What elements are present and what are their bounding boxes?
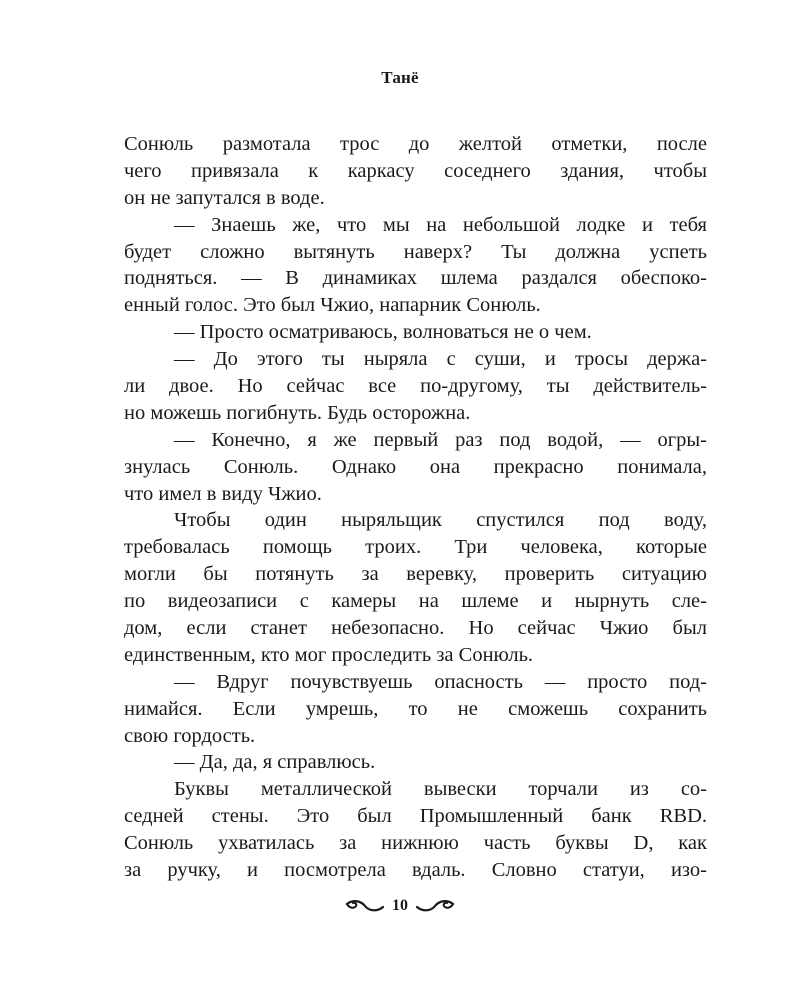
- page-footer: [0, 896, 800, 916]
- text-line: — Вдруг почувствуешь опасность — просто под-: [174, 670, 707, 693]
- text-line: — Знаешь же, что мы на небольшой лодке и тебя: [174, 213, 707, 236]
- text-line: знулась Сонюль. Однако она прекрасно понимала,: [124, 455, 707, 478]
- text-line: дом, если станет небезопасно. Но сейчас Чжио был: [124, 617, 707, 640]
- text-line: Чтобы один ныряльщик спустился под воду,: [174, 509, 707, 532]
- text-line: свою гордость.: [124, 724, 256, 747]
- text-line: подняться. — В динамиках шлема раздался обеспоко-: [124, 267, 707, 290]
- page-number: 10: [392, 897, 408, 915]
- text-line: что имел в виду Чжио.: [124, 482, 322, 505]
- text-line: Буквы металлической вывески торчали из со-: [174, 778, 707, 801]
- text-line: по видеозаписи с камеры на шлеме и нырнуть сле-: [124, 590, 707, 613]
- text-line: могли бы потянуть за веревку, проверить ситуацию: [124, 563, 707, 586]
- text-line: — Просто осматриваюсь, волноваться не о чем.: [174, 321, 592, 344]
- text-line: ли двое. Но сейчас все по-другому, ты действитель-: [124, 375, 707, 398]
- text-line: он не запутался в воде.: [124, 186, 325, 209]
- text-line: чего привязала к каркасу соседнего здания, чтобы: [124, 159, 707, 182]
- swirl-left-icon: [345, 898, 385, 914]
- swirl-right-icon: [415, 898, 455, 914]
- text-line: енный голос. Это был Чжио, напарник Сонюль.: [124, 294, 541, 317]
- text-line: — Конечно, я же первый раз под водой, — огры-: [174, 428, 707, 451]
- text-line: но можешь погибнуть. Будь осторожна.: [124, 401, 471, 424]
- text-line: — До этого ты ныряла с суши, и тросы держа-: [174, 348, 707, 371]
- text-line: нимайся. Если умрешь, то не сможешь сохранить: [124, 697, 707, 720]
- text-line: седней стены. Это был Промышленный банк RBD.: [124, 805, 707, 828]
- body-text: [124, 131, 707, 884]
- text-line: требовалась помощь троих. Три человека, которые: [124, 536, 707, 559]
- text-line: Сонюль ухватилась за нижнюю часть буквы D, как: [124, 832, 707, 855]
- text-line: за ручку, и посмотрела вдаль. Словно статуи, изо-: [124, 859, 707, 882]
- text-line: будет сложно вытянуть наверх? Ты должна успеть: [124, 240, 707, 263]
- running-head-title: Танё: [381, 68, 419, 87]
- text-line: — Да, да, я справлюсь.: [174, 751, 376, 774]
- text-line: единственным, кто мог проследить за Сонюль.: [124, 643, 534, 666]
- text-line: Сонюль размотала трос до желтой отметки, после: [124, 133, 707, 155]
